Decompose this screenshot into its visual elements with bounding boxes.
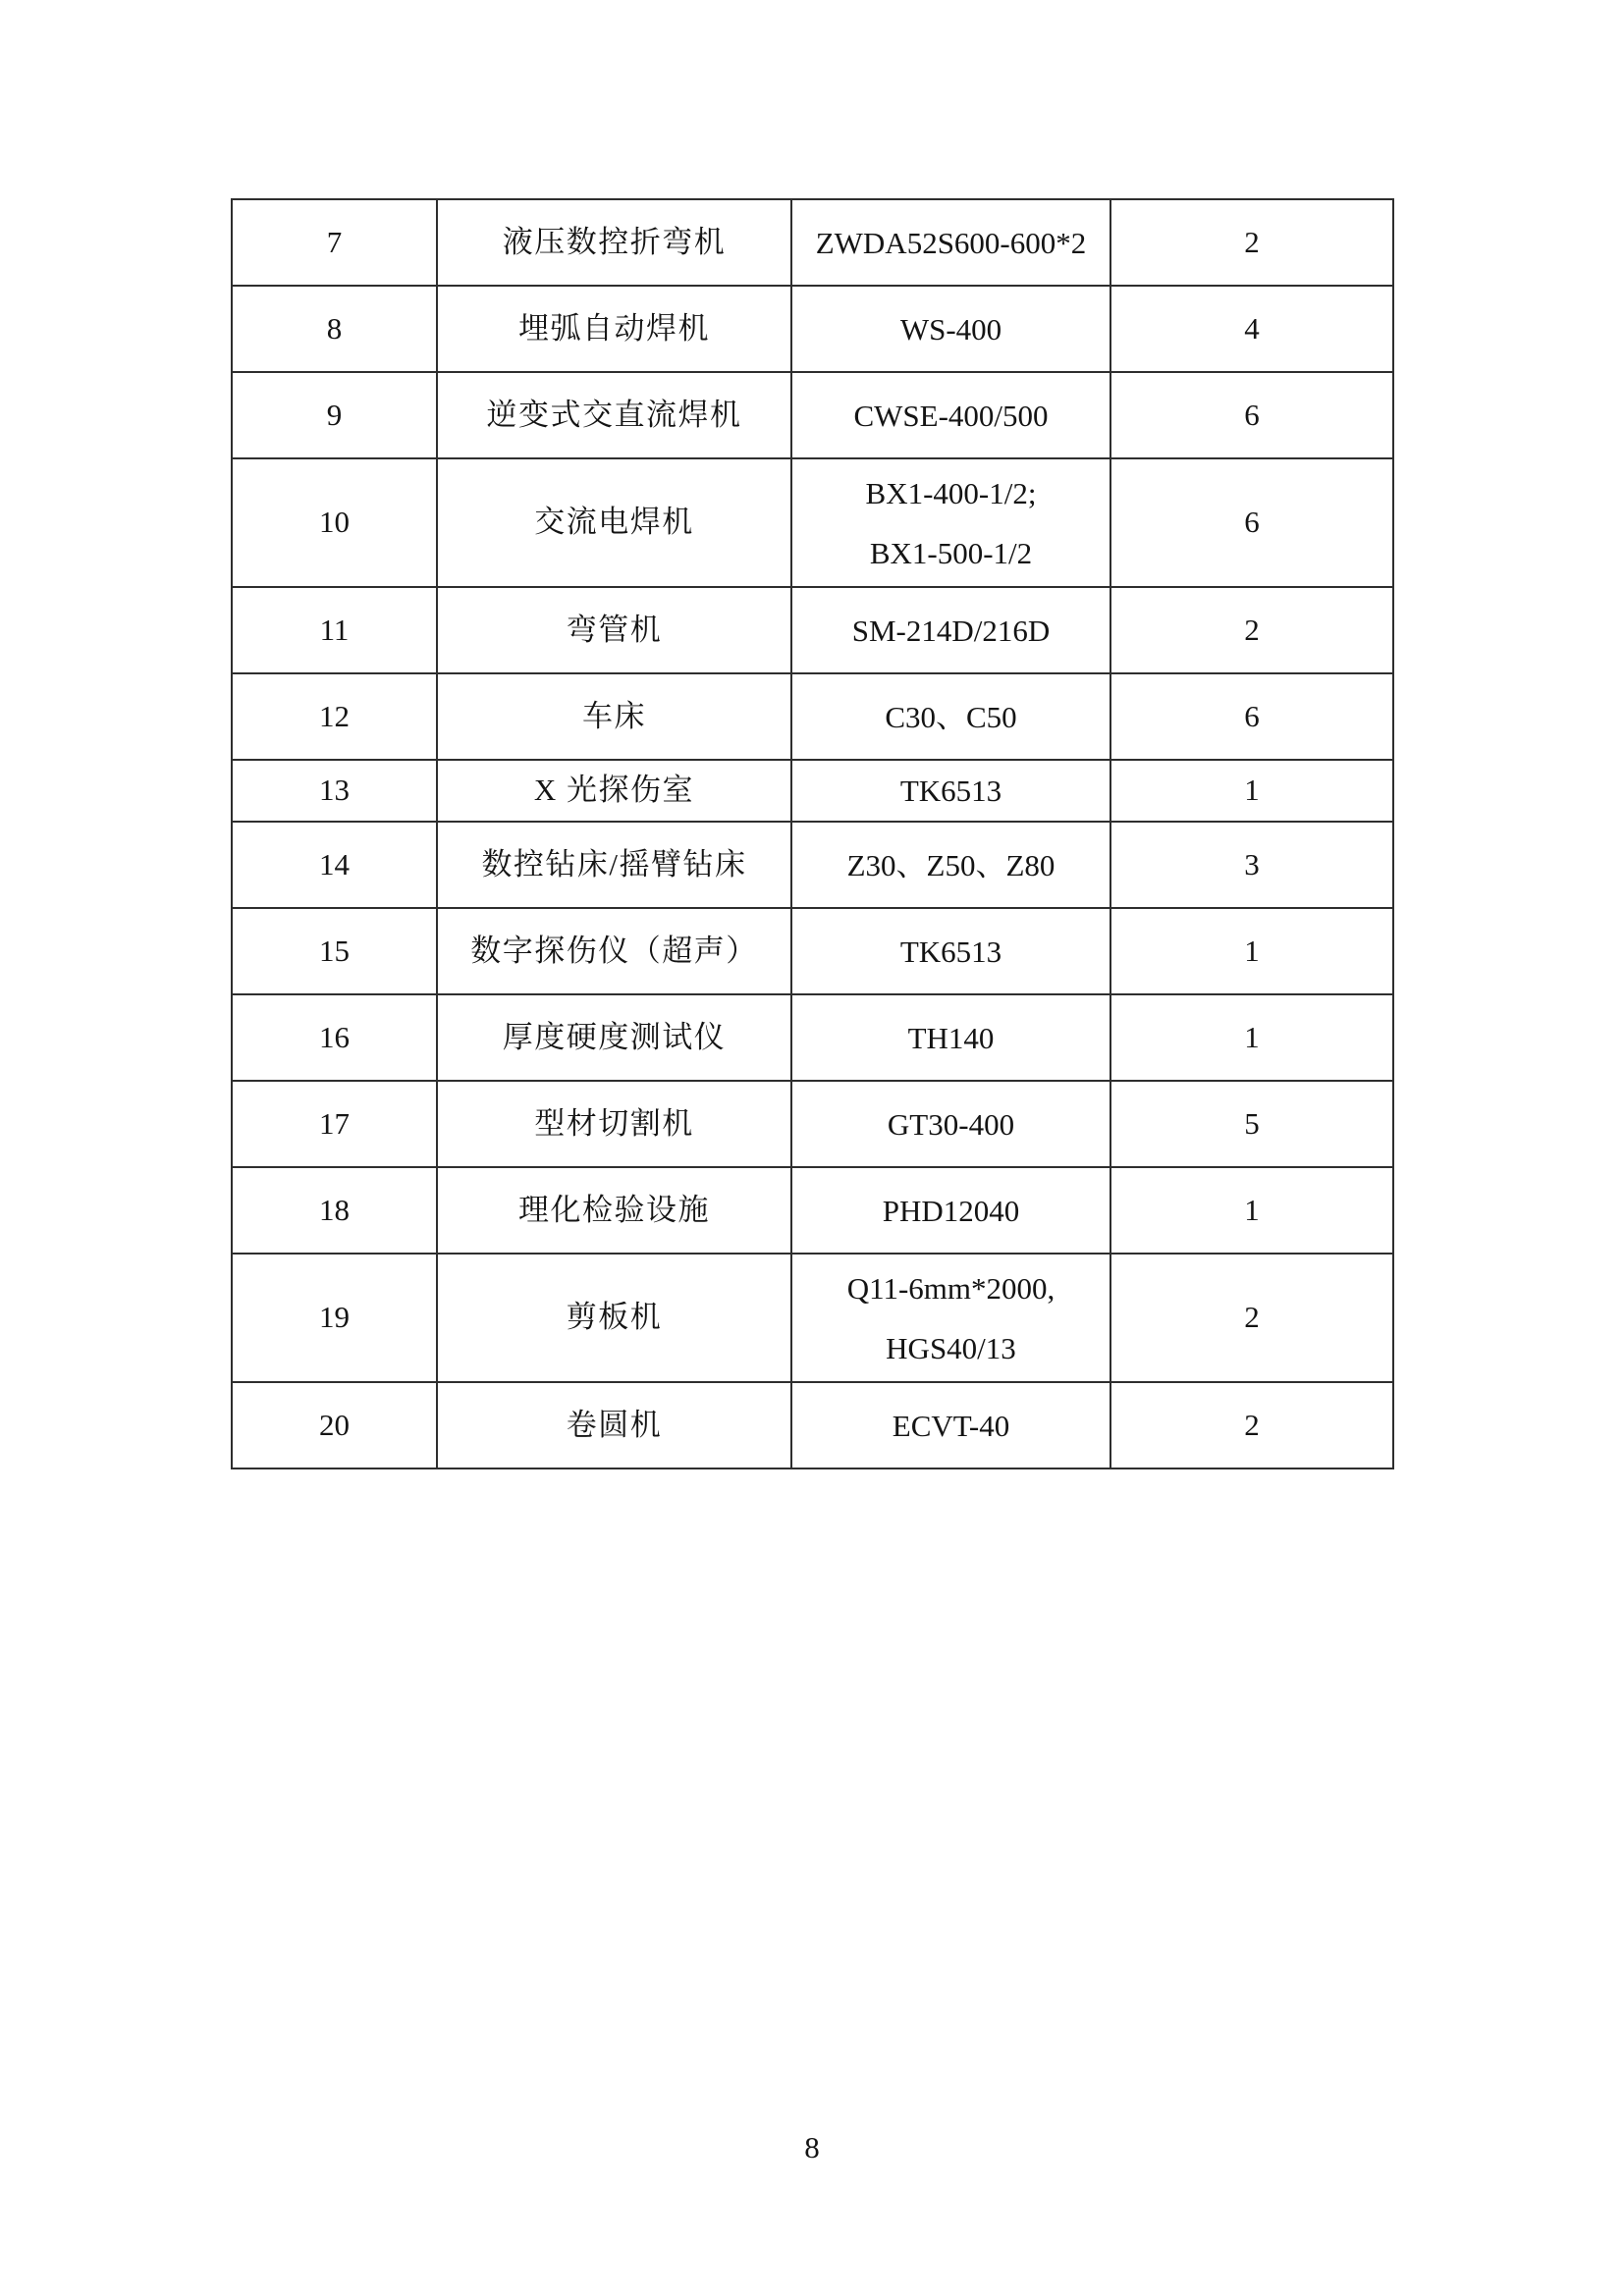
serial-number-cell: 7 <box>232 199 437 286</box>
model-cell <box>791 760 1110 822</box>
model-line: ECVT-40 <box>892 1408 1010 1443</box>
equipment-name-cell: 数字探伤仪（超声） <box>437 908 791 994</box>
model-line: Z30、Z50、Z80 <box>846 847 1056 882</box>
serial-number-cell: 19 <box>232 1254 437 1382</box>
model-line: SM-214D/216D <box>851 613 1051 648</box>
serial-number-cell: 16 <box>232 994 437 1081</box>
serial-number-cell: 10 <box>232 458 437 587</box>
model-line: TK6513 <box>899 934 1002 969</box>
quantity-cell: 2 <box>1110 1254 1393 1382</box>
equipment-name-cell: 车床 <box>437 673 791 760</box>
model-line: PHD12040 <box>882 1193 1020 1228</box>
quantity-cell: 6 <box>1110 458 1393 587</box>
model-line: BX1-500-1/2 <box>869 535 1033 570</box>
model-cell <box>791 994 1110 1081</box>
quantity-cell: 2 <box>1110 587 1393 673</box>
table-row <box>232 908 1393 994</box>
equipment-name-cell: 卷圆机 <box>437 1382 791 1468</box>
table-row <box>232 458 1393 587</box>
equipment-name-cell: 剪板机 <box>437 1254 791 1382</box>
serial-number-cell: 14 <box>232 822 437 908</box>
model-cell <box>791 458 1110 587</box>
table-row <box>232 372 1393 458</box>
model-line: ZWDA52S600-600*2 <box>815 225 1087 260</box>
model-cell <box>791 1081 1110 1167</box>
quantity-cell: 1 <box>1110 760 1393 822</box>
equipment-table-body <box>232 199 1393 1468</box>
serial-number-cell: 11 <box>232 587 437 673</box>
serial-number-cell: 18 <box>232 1167 437 1254</box>
equipment-name-cell: X 光探伤室 <box>437 760 791 822</box>
table-row <box>232 587 1393 673</box>
model-cell <box>791 822 1110 908</box>
quantity-cell: 1 <box>1110 908 1393 994</box>
serial-number-cell: 9 <box>232 372 437 458</box>
model-line: WS-400 <box>899 311 1002 347</box>
equipment-name-cell: 理化检验设施 <box>437 1167 791 1254</box>
model-cell <box>791 908 1110 994</box>
table-row <box>232 822 1393 908</box>
table-row <box>232 994 1393 1081</box>
model-line: TK6513 <box>899 774 1002 808</box>
table-row <box>232 1254 1393 1382</box>
quantity-cell: 4 <box>1110 286 1393 372</box>
quantity-cell: 5 <box>1110 1081 1393 1167</box>
model-line: TH140 <box>907 1020 995 1055</box>
equipment-name-cell: 交流电焊机 <box>437 458 791 587</box>
model-cell <box>791 1167 1110 1254</box>
model-cell <box>791 1254 1110 1382</box>
quantity-cell: 2 <box>1110 1382 1393 1468</box>
model-line: BX1-400-1/2; <box>865 475 1037 510</box>
model-line: C30、C50 <box>885 699 1017 734</box>
equipment-name-cell: 埋弧自动焊机 <box>437 286 791 372</box>
table-row <box>232 760 1393 822</box>
model-line: HGS40/13 <box>886 1330 1016 1365</box>
serial-number-cell: 13 <box>232 760 437 822</box>
quantity-cell: 6 <box>1110 372 1393 458</box>
model-cell <box>791 199 1110 286</box>
quantity-cell: 2 <box>1110 199 1393 286</box>
model-line: GT30-400 <box>887 1106 1015 1142</box>
model-cell <box>791 673 1110 760</box>
table-row <box>232 286 1393 372</box>
model-cell <box>791 286 1110 372</box>
model-line: Q11-6mm*2000, <box>846 1270 1056 1306</box>
table-row <box>232 1081 1393 1167</box>
quantity-cell: 1 <box>1110 994 1393 1081</box>
serial-number-cell: 20 <box>232 1382 437 1468</box>
table-row <box>232 673 1393 760</box>
equipment-name-cell: 弯管机 <box>437 587 791 673</box>
equipment-name-cell: 厚度硬度测试仪 <box>437 994 791 1081</box>
equipment-name-cell: 型材切割机 <box>437 1081 791 1167</box>
equipment-name-cell: 逆变式交直流焊机 <box>437 372 791 458</box>
serial-number-cell: 17 <box>232 1081 437 1167</box>
model-cell <box>791 1382 1110 1468</box>
quantity-cell: 3 <box>1110 822 1393 908</box>
equipment-table <box>231 198 1394 1469</box>
table-row <box>232 1167 1393 1254</box>
quantity-cell: 1 <box>1110 1167 1393 1254</box>
model-cell <box>791 587 1110 673</box>
serial-number-cell: 12 <box>232 673 437 760</box>
model-cell <box>791 372 1110 458</box>
equipment-name-cell: 数控钻床/摇臂钻床 <box>437 822 791 908</box>
table-row <box>232 1382 1393 1468</box>
model-line: CWSE-400/500 <box>853 398 1049 433</box>
equipment-name-cell: 液压数控折弯机 <box>437 199 791 286</box>
serial-number-cell: 15 <box>232 908 437 994</box>
table-row <box>232 199 1393 286</box>
quantity-cell: 6 <box>1110 673 1393 760</box>
serial-number-cell: 8 <box>232 286 437 372</box>
page-number: 8 <box>804 2130 820 2164</box>
